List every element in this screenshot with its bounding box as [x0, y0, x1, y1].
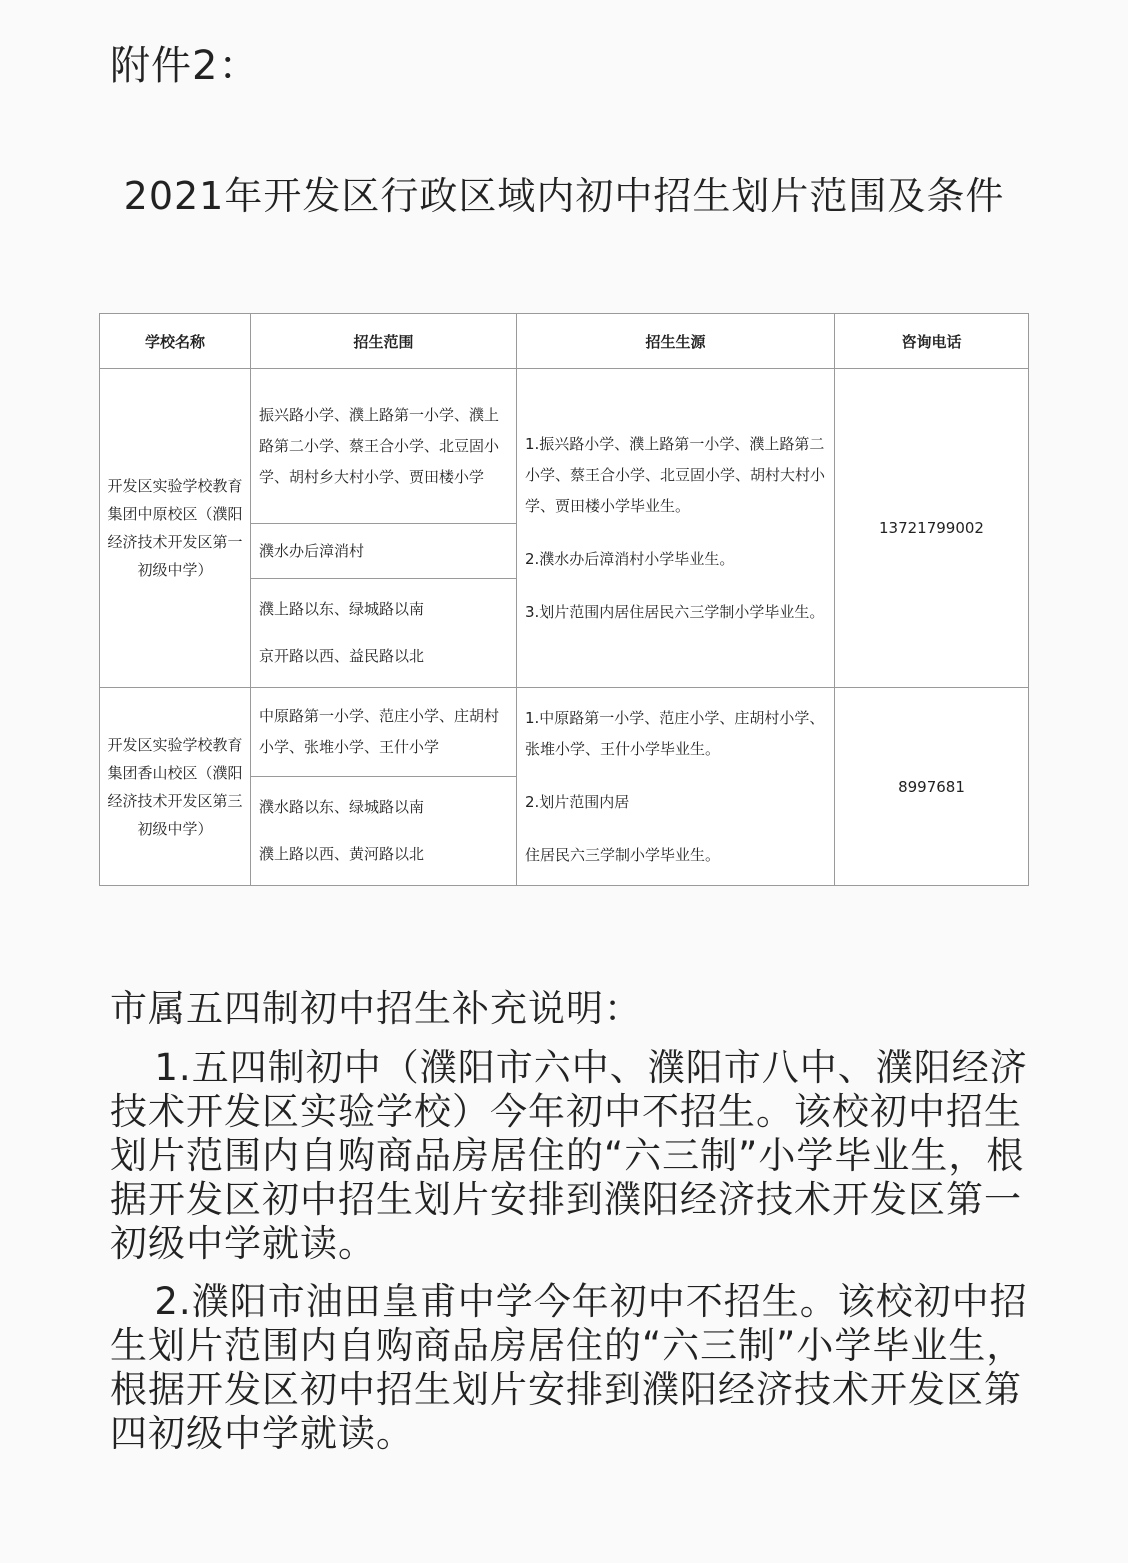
document-title: 2021年开发区行政区域内初中招生划片范围及条件	[123, 174, 1005, 218]
attachment-label: 附件2：	[110, 43, 260, 89]
range-text: 中原路第一小学、范庄小学、庄胡村小学、张堆小学、王什小学	[259, 707, 500, 756]
source-item: 2.濮水办后漳消村小学毕业生。	[525, 549, 735, 568]
table-row	[100, 369, 1029, 524]
note-paragraph: 2.濮阳市油田皇甫中学今年初中不招生。该校初中招生划片范围内自购商品房居住的“六三制”小学毕业生，根据开发区初中招生划片安排到濮阳经济技术开发区第四初级中学就读。	[110, 1280, 1028, 1455]
range-text: 濮水路以东、绿城路以南	[259, 798, 425, 816]
phone-cell: 13721799002	[835, 369, 1029, 688]
table-row	[100, 688, 1029, 777]
source-item: 1.中原路第一小学、范庄小学、庄胡村小学、张堆小学、王什小学毕业生。	[525, 708, 825, 758]
supplementary-notes	[110, 982, 1030, 1470]
range-text: 濮上路以西、黄河路以北	[259, 845, 425, 863]
table-header-row	[100, 314, 1029, 369]
range-text: 濮水办后漳消村	[259, 541, 365, 560]
range-cell	[251, 777, 517, 886]
source-item: 2.划片范围内居	[525, 792, 630, 811]
source-item: 3.划片范围内居住居民六三学制小学毕业生。	[525, 602, 825, 621]
enrollment-table	[99, 313, 1029, 886]
school-name-cell: 开发区实验学校教育集团香山校区（濮阳经济技术开发区第三初级中学）	[100, 688, 251, 886]
range-text: 振兴路小学、濮上路第一小学、濮上路第二小学、蔡王合小学、北豆固小学、胡村乡大村小学、贾田楼小学	[259, 405, 500, 486]
source-cell	[517, 688, 835, 886]
header-enrollment-range: 招生范围	[251, 314, 517, 369]
source-item: 住居民六三学制小学毕业生。	[525, 845, 721, 864]
source-cell	[517, 369, 835, 688]
range-cell	[251, 688, 517, 777]
range-text: 京开路以西、益民路以北	[259, 647, 425, 665]
header-phone: 咨询电话	[835, 314, 1029, 369]
range-cell	[251, 524, 517, 579]
notes-heading: 市属五四制初中招生补充说明：	[110, 987, 642, 1030]
source-item: 1.振兴路小学、濮上路第一小学、濮上路第二小学、蔡王合小学、北豆固小学、胡村大村小学、贾田楼小学毕业生。	[525, 434, 826, 515]
range-text: 濮上路以东、绿城路以南	[259, 600, 425, 618]
school-name-cell: 开发区实验学校教育集团中原校区（濮阳经济技术开发区第一初级中学）	[100, 369, 251, 688]
range-cell	[251, 579, 517, 688]
header-student-source: 招生生源	[517, 314, 835, 369]
range-cell	[251, 369, 517, 524]
header-school-name: 学校名称	[100, 314, 251, 369]
note-paragraph: 1.五四制初中（濮阳市六中、濮阳市八中、濮阳经济技术开发区实验学校）今年初中不招生。该校初中招生划片范围内自购商品房居住的“六三制”小学毕业生，根据开发区初中招生划片安排到濮阳经济技术开发区第一初级中学就读。	[110, 1046, 1028, 1265]
phone-cell: 8997681	[835, 688, 1029, 886]
